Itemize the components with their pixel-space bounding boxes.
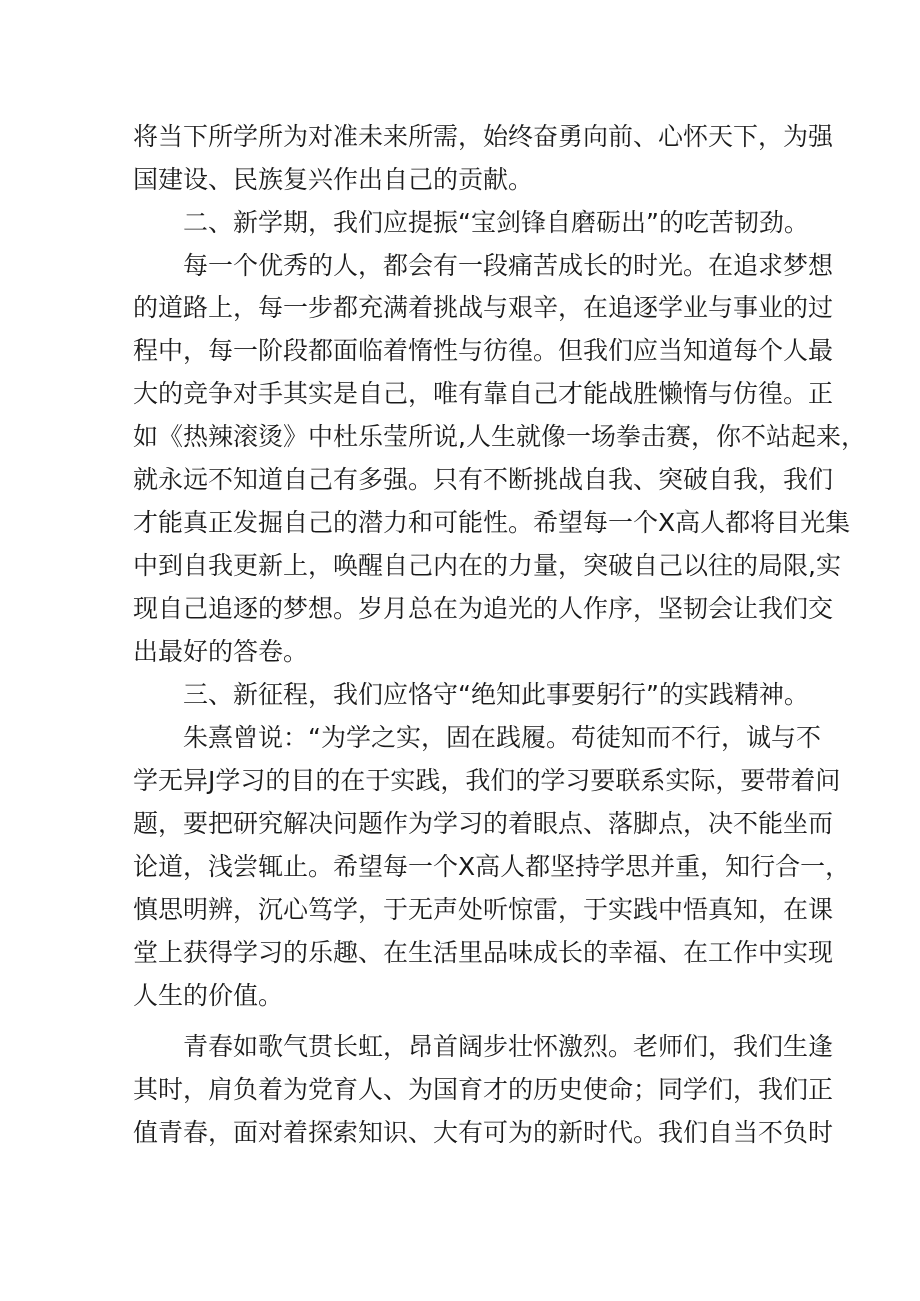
- paragraph-start-line: 每一个优秀的人，都会有一段痛苦成长的时光。在追求梦想: [183, 251, 834, 280]
- body-text-line: 学无异J学习的目的在于实践，我们的学习要联系实际，要带着问: [133, 766, 841, 795]
- paragraph-start-line: 朱熹曾说：“为学之实，固在践履。苟徒知而不行，诚与不: [183, 723, 821, 752]
- body-text-line: 如《热辣滚烫》中杜乐莹所说,人生就像一场拳击赛，你不站起来，: [133, 422, 866, 451]
- paragraph-start-line: 青春如歌气贯长虹，昂首阔步壮怀激烈。老师们，我们生逢: [183, 1032, 834, 1061]
- body-text-line: 将当下所学所为对准未来所需，始终奋勇向前、心怀天下，为强: [133, 122, 834, 151]
- section-heading-2: 二、新学期，我们应提振“宝剑锋自磨砺出”的吃苦韧劲。: [183, 208, 809, 237]
- body-text-line: 值青春，面对着探索知识、大有可为的新时代。我们自当不负时: [133, 1118, 834, 1147]
- section-heading-3: 三、新征程，我们应恪守“绝知此事要躬行”的实践精神。: [183, 680, 809, 709]
- body-text-line: 程中，每一阶段都面临着惰性与彷徨。但我们应当知道每个人最: [133, 336, 834, 365]
- body-text-line: 才能真正发掘自己的潜力和可能性。希望每一个X高人都将目光集: [133, 508, 851, 537]
- body-text-line: 人生的价值。: [133, 981, 284, 1010]
- body-text-line: 题，要把研究解决问题作为学习的着眼点、落脚点，决不能坐而: [133, 809, 834, 838]
- body-text-line: 的道路上，每一步都充满着挑战与艰辛，在追逐学业与事业的过: [133, 293, 834, 322]
- body-text-line: 就永远不知道自己有多强。只有不断挑战自我、突破自我，我们: [133, 465, 834, 494]
- body-text-line: 国建设、民族复兴作出自己的贡献。: [133, 165, 534, 194]
- body-text-line: 大的竞争对手其实是自己，唯有靠自己才能战胜懒惰与仿徨。正: [133, 379, 834, 408]
- body-text-line: 论道，浅尝辄止。希望每一个X高人都坚持学思并重，知行合一，: [133, 852, 851, 881]
- body-text-line: 出最好的答卷。: [133, 637, 309, 666]
- body-text-line: 慎思明辨，沉心笃学，于无声处听惊雷，于实践中悟真知，在课: [133, 895, 834, 924]
- body-text-line: 现自己追逐的梦想。岁月总在为追光的人作序，坚韧会让我们交: [133, 594, 834, 623]
- body-text-line: 其时，肩负着为党育人、为国育才的历史使命；同学们，我们正: [133, 1075, 834, 1104]
- body-text-line: 堂上获得学习的乐趣、在生活里品味成长的幸福、在工作中实现: [133, 938, 834, 967]
- body-text-line: 中到自我更新上，唤醒自己内在的力量，突破自己以往的局限,实: [133, 551, 841, 580]
